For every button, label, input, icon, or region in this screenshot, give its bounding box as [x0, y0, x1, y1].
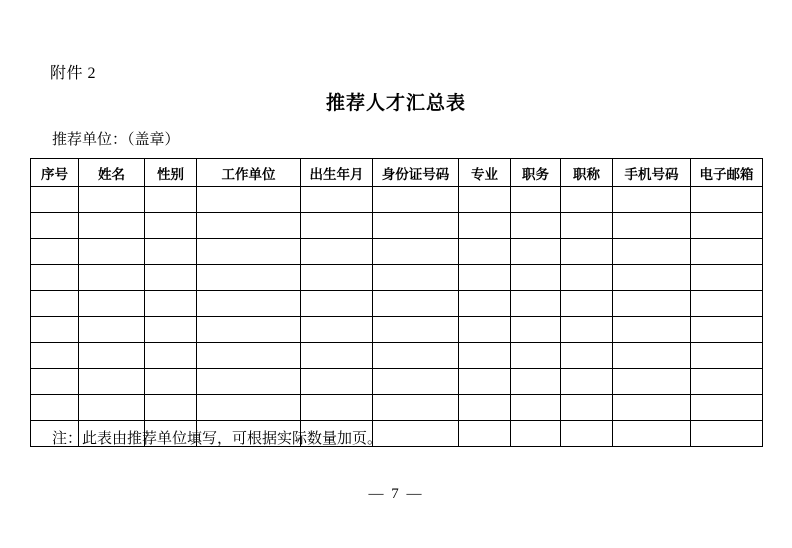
table-row — [31, 395, 763, 421]
table-cell[interactable] — [145, 239, 197, 265]
table-cell[interactable] — [511, 239, 561, 265]
table-cell[interactable] — [301, 317, 373, 343]
table-cell[interactable] — [145, 343, 197, 369]
table-cell[interactable] — [613, 395, 691, 421]
table-cell[interactable] — [691, 317, 763, 343]
table-cell[interactable] — [691, 395, 763, 421]
column-header-1: 姓名 — [79, 159, 145, 187]
table-cell[interactable] — [511, 265, 561, 291]
table-cell[interactable] — [31, 239, 79, 265]
table-cell[interactable] — [301, 369, 373, 395]
table-cell[interactable] — [301, 213, 373, 239]
table-cell[interactable] — [301, 395, 373, 421]
table-cell[interactable] — [197, 369, 301, 395]
column-header-7: 职务 — [511, 159, 561, 187]
table-cell[interactable] — [373, 239, 459, 265]
table-cell[interactable] — [373, 317, 459, 343]
table-cell[interactable] — [31, 343, 79, 369]
table-cell[interactable] — [79, 395, 145, 421]
table-cell[interactable] — [301, 187, 373, 213]
table-cell[interactable] — [459, 395, 511, 421]
table-cell[interactable] — [145, 291, 197, 317]
table-cell[interactable] — [459, 187, 511, 213]
table-cell[interactable] — [373, 213, 459, 239]
table-cell[interactable] — [301, 291, 373, 317]
table-cell[interactable] — [79, 239, 145, 265]
table-cell[interactable] — [31, 291, 79, 317]
table-cell[interactable] — [373, 421, 459, 447]
table-cell[interactable] — [561, 343, 613, 369]
table-cell[interactable] — [31, 369, 79, 395]
table-cell[interactable] — [373, 369, 459, 395]
page-number: — 7 — — [368, 486, 424, 502]
table-cell[interactable] — [145, 213, 197, 239]
table-row — [31, 291, 763, 317]
table-row — [31, 213, 763, 239]
table-cell[interactable] — [511, 317, 561, 343]
table-cell[interactable] — [561, 265, 613, 291]
table-cell[interactable] — [691, 343, 763, 369]
table-cell[interactable] — [459, 369, 511, 395]
table-row — [31, 343, 763, 369]
talent-summary-table — [30, 158, 763, 447]
table-cell[interactable] — [145, 317, 197, 343]
column-header-6: 专业 — [459, 159, 511, 187]
table-cell[interactable] — [145, 369, 197, 395]
table-cell[interactable] — [31, 395, 79, 421]
table-cell[interactable] — [79, 317, 145, 343]
table-cell[interactable] — [459, 239, 511, 265]
table-cell[interactable] — [511, 343, 561, 369]
table-cell[interactable] — [31, 265, 79, 291]
table-cell[interactable] — [459, 213, 511, 239]
column-header-9: 手机号码 — [613, 159, 691, 187]
table-cell[interactable] — [691, 265, 763, 291]
table-cell[interactable] — [561, 317, 613, 343]
table-row — [31, 265, 763, 291]
table-row — [31, 317, 763, 343]
table-cell[interactable] — [511, 187, 561, 213]
table-cell[interactable] — [301, 343, 373, 369]
table-cell[interactable] — [613, 369, 691, 395]
table-cell[interactable] — [613, 421, 691, 447]
table-cell[interactable] — [613, 265, 691, 291]
table-cell[interactable] — [31, 213, 79, 239]
table-cell[interactable] — [613, 343, 691, 369]
table-cell[interactable] — [561, 395, 613, 421]
table-cell[interactable] — [373, 291, 459, 317]
table-cell[interactable] — [373, 395, 459, 421]
table-cell[interactable] — [459, 265, 511, 291]
table-row — [31, 369, 763, 395]
table-cell[interactable] — [561, 239, 613, 265]
table-cell[interactable] — [79, 343, 145, 369]
table-cell[interactable] — [145, 187, 197, 213]
table-cell[interactable] — [561, 187, 613, 213]
table-cell[interactable] — [613, 213, 691, 239]
table-cell[interactable] — [511, 291, 561, 317]
table-cell[interactable] — [79, 265, 145, 291]
table-cell[interactable] — [561, 369, 613, 395]
attachment-label: 附件 2 — [50, 65, 97, 82]
table-cell[interactable] — [79, 369, 145, 395]
table-cell[interactable] — [197, 265, 301, 291]
table-cell[interactable] — [197, 395, 301, 421]
table-cell[interactable] — [197, 291, 301, 317]
recommending-unit-label: 推荐单位：（盖章） — [52, 132, 180, 148]
table-cell[interactable] — [301, 239, 373, 265]
page-title: 推荐人才汇总表 — [325, 93, 466, 114]
table-cell[interactable] — [691, 187, 763, 213]
table-cell[interactable] — [79, 291, 145, 317]
table-row — [31, 187, 763, 213]
table-cell[interactable] — [511, 421, 561, 447]
table-cell[interactable] — [691, 421, 763, 447]
column-header-5: 身份证号码 — [373, 159, 459, 187]
table-cell[interactable] — [459, 317, 511, 343]
table-cell[interactable] — [459, 343, 511, 369]
table-cell[interactable] — [373, 187, 459, 213]
table-note: 注：此表由推荐单位填写，可根据实际数量加页。 — [52, 431, 383, 447]
column-header-10: 电子邮箱 — [691, 159, 763, 187]
table-cell[interactable] — [197, 213, 301, 239]
table-cell[interactable] — [561, 421, 613, 447]
table-cell[interactable] — [691, 213, 763, 239]
table-cell[interactable] — [79, 213, 145, 239]
table-cell[interactable] — [691, 369, 763, 395]
table-cell[interactable] — [373, 343, 459, 369]
table-cell[interactable] — [691, 291, 763, 317]
table-cell[interactable] — [459, 421, 511, 447]
table-cell[interactable] — [79, 187, 145, 213]
column-header-3: 工作单位 — [197, 159, 301, 187]
table-cell[interactable] — [561, 213, 613, 239]
table-cell[interactable] — [613, 239, 691, 265]
table-cell[interactable] — [373, 265, 459, 291]
table-header-row — [31, 159, 763, 187]
table-cell[interactable] — [613, 187, 691, 213]
table-cell[interactable] — [511, 395, 561, 421]
table-cell[interactable] — [511, 369, 561, 395]
table-cell[interactable] — [561, 291, 613, 317]
table-cell[interactable] — [197, 187, 301, 213]
column-header-2: 性别 — [145, 159, 197, 187]
table-cell[interactable] — [197, 343, 301, 369]
table-cell[interactable] — [145, 395, 197, 421]
table-cell[interactable] — [31, 317, 79, 343]
table-cell[interactable] — [459, 291, 511, 317]
column-header-8: 职称 — [561, 159, 613, 187]
table-cell[interactable] — [301, 265, 373, 291]
table-row — [31, 239, 763, 265]
table-cell[interactable] — [197, 239, 301, 265]
table-cell[interactable] — [613, 291, 691, 317]
table-cell[interactable] — [197, 317, 301, 343]
column-header-4: 出生年月 — [301, 159, 373, 187]
table-cell[interactable] — [511, 213, 561, 239]
table-cell[interactable] — [613, 317, 691, 343]
table-cell[interactable] — [145, 265, 197, 291]
column-header-0: 序号 — [31, 159, 79, 187]
table-cell[interactable] — [31, 187, 79, 213]
table-cell[interactable] — [691, 239, 763, 265]
